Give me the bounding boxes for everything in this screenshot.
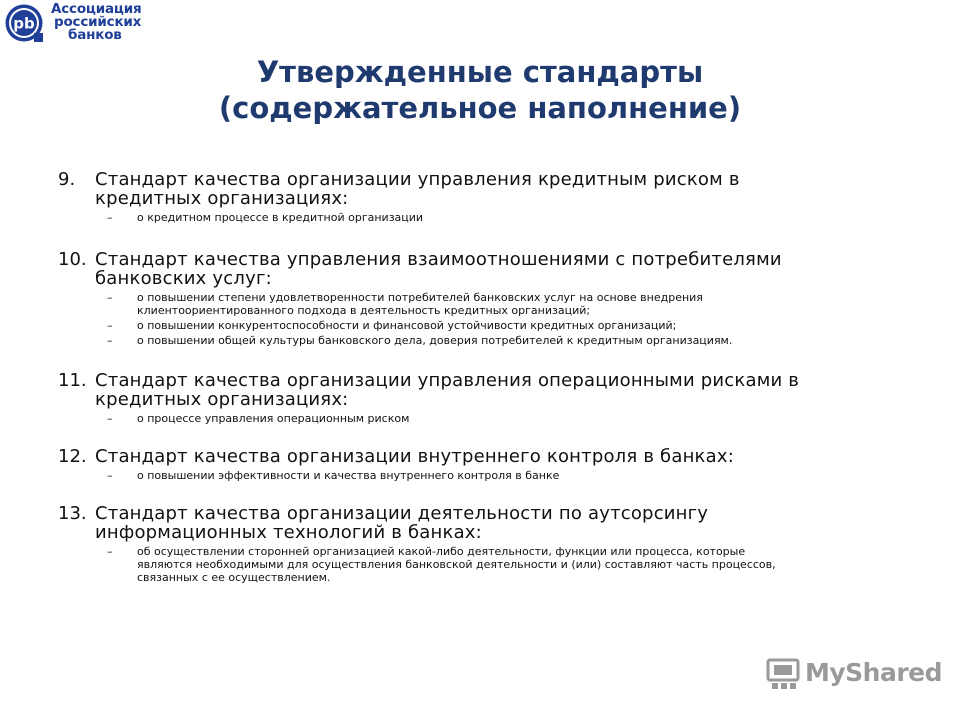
- myshared-icon: [766, 657, 802, 691]
- heading-line: Стандарт качества управления взаимоотношениями с потребителями: [95, 249, 782, 270]
- heading-line: Стандарт качества организации деятельности по аутсорсингу: [95, 503, 709, 524]
- list-item: [58, 371, 918, 425]
- subitem-line: о повышении эффективности и качества внутреннего контроля в банке: [137, 469, 560, 482]
- subitem: [107, 291, 918, 317]
- standards-list: [58, 170, 918, 586]
- heading-line: информационных технологий в банках:: [95, 522, 482, 543]
- subitem: [107, 211, 918, 224]
- subitem-list: [107, 291, 918, 347]
- item-number: 10.: [58, 249, 87, 270]
- logo-line: банков: [68, 27, 122, 43]
- list-item: [58, 250, 918, 347]
- rb-logo-icon: [4, 3, 44, 43]
- title-line-2: (содержательное наполнение): [218, 91, 742, 125]
- svg-text:pb: pb: [13, 14, 35, 33]
- heading-line: кредитных организациях:: [95, 188, 349, 209]
- dash-bullet: –: [107, 334, 113, 347]
- page-title: [0, 54, 960, 126]
- logo-line: российских: [54, 14, 142, 30]
- subitem-line: клиентоориентированного подхода в деятельность кредитных организаций;: [137, 304, 591, 317]
- subitem-line: о повышении общей культуры банковского дела, доверия потребителей к кредитным организациям.: [137, 334, 733, 347]
- subitem: [107, 334, 918, 347]
- item-heading: [95, 250, 918, 288]
- subitem: [107, 469, 918, 482]
- heading-line: Стандарт качества организации управления операционными рисками в: [95, 370, 800, 391]
- list-item: [58, 170, 918, 224]
- subitem: [107, 545, 918, 584]
- subitem: [107, 412, 918, 425]
- heading-line: кредитных организациях:: [95, 389, 349, 410]
- subitem-list: [107, 545, 918, 584]
- item-number: 11.: [58, 370, 87, 391]
- item-heading: [95, 371, 918, 409]
- subitem-list: [107, 469, 918, 482]
- logo-text: [51, 3, 141, 42]
- association-logo: [4, 3, 164, 47]
- subitem-line: связанных с ее осуществлением.: [137, 571, 331, 584]
- subitem-line: о процессе управления операционным риском: [137, 412, 410, 425]
- heading-line: Стандарт качества организации управления кредитным риском в: [95, 169, 740, 190]
- list-item: [58, 447, 918, 482]
- subitem-list: [107, 211, 918, 224]
- dash-bullet: –: [107, 469, 113, 482]
- watermark-text: MyShared: [805, 658, 943, 687]
- dash-bullet: –: [107, 319, 113, 332]
- dash-bullet: –: [107, 545, 113, 558]
- subitem-line: об осуществлении сторонней организацией какой-либо деятельности, функции или процесса, которые: [137, 545, 746, 558]
- item-number: 9.: [58, 169, 76, 190]
- subitem-list: [107, 412, 918, 425]
- subitem-line: о кредитном процессе в кредитной организации: [137, 211, 424, 224]
- subitem-line: являются необходимыми для осуществления банковской деятельности и (или) составляют часть процессов,: [137, 558, 776, 571]
- list-item: [58, 504, 918, 584]
- item-number: 13.: [58, 503, 87, 524]
- item-heading: [95, 447, 918, 466]
- heading-line: Стандарт качества организации внутреннего контроля в банках:: [95, 446, 734, 467]
- dash-bullet: –: [107, 412, 113, 425]
- item-heading: [95, 504, 918, 542]
- title-line-1: Утвержденные стандарты: [256, 55, 704, 89]
- heading-line: банковских услуг:: [95, 268, 272, 289]
- dash-bullet: –: [107, 291, 113, 304]
- logo-line: Ассоциация: [51, 1, 142, 17]
- dash-bullet: –: [107, 211, 113, 224]
- item-heading: [95, 170, 918, 208]
- subitem-line: о повышении степени удовлетворенности потребителей банковских услуг на основе внедрения: [137, 291, 703, 304]
- subitem-line: о повышении конкурентоспособности и финансовой устойчивости кредитных организаций;: [137, 319, 677, 332]
- subitem: [107, 319, 918, 332]
- myshared-watermark: [766, 657, 943, 691]
- item-number: 12.: [58, 446, 87, 467]
